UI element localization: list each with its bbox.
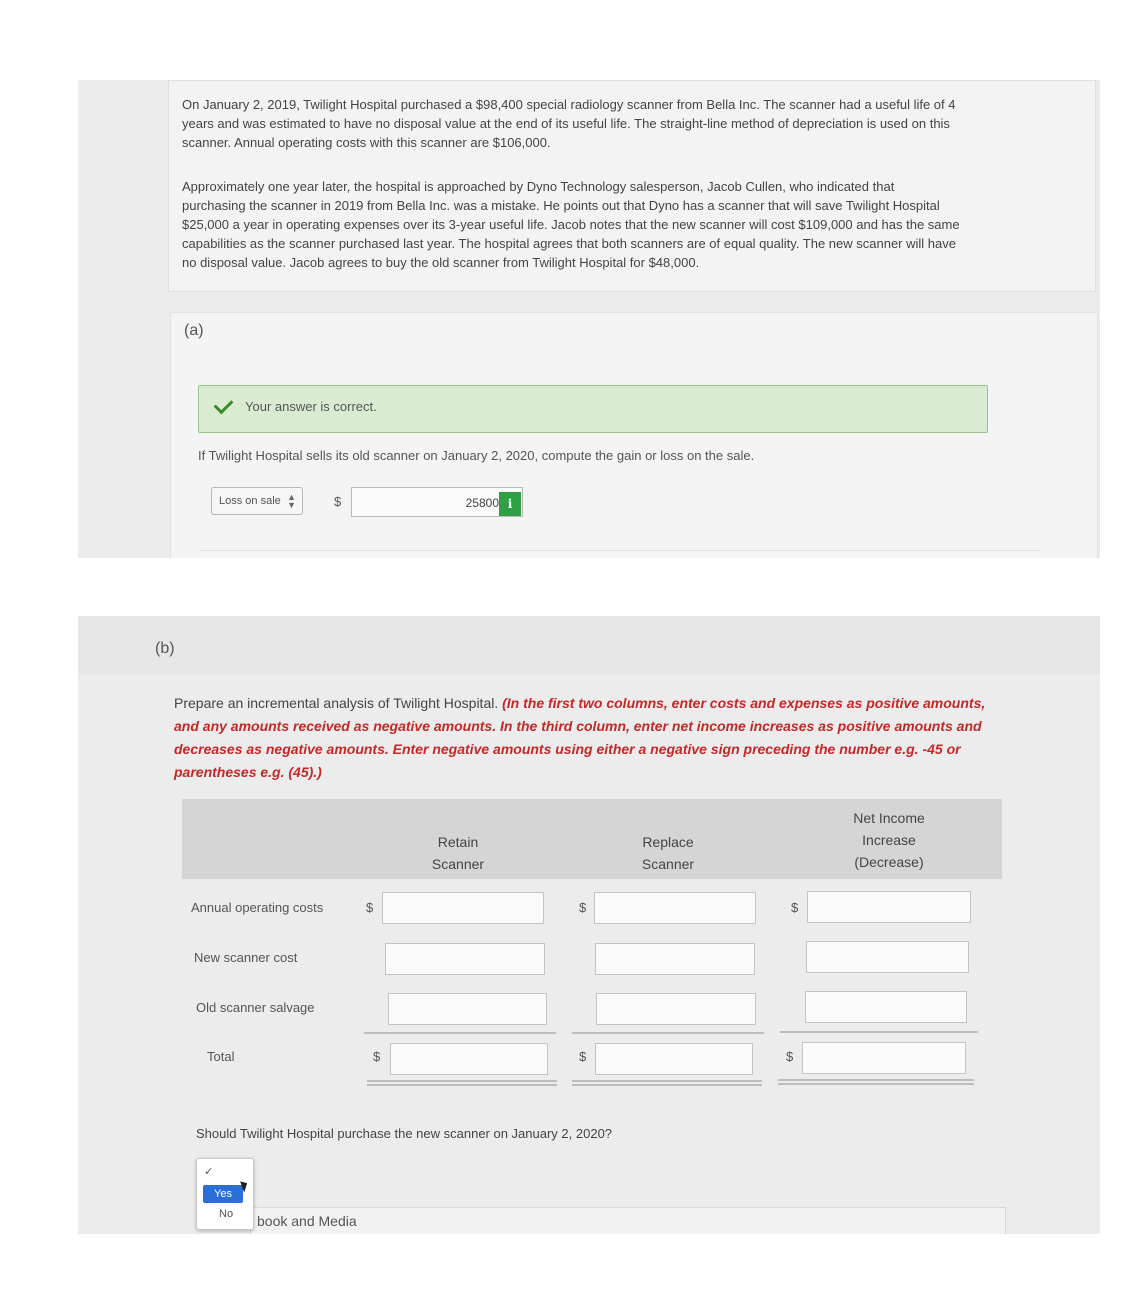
ebook-media-text: book and Media: [257, 1213, 357, 1229]
header-text: Increase: [862, 832, 916, 848]
problem-line: On January 2, 2019, Twilight Hospital purchased a $98,400 special radiology scanner from Bella Inc. The scanner had a useful life of 4: [182, 97, 956, 112]
checkmark-icon: [214, 395, 234, 415]
header-replace-scanner: [618, 831, 718, 875]
part-b-question: Should Twilight Hospital purchase the new scanner on January 2, 2020?: [196, 1126, 613, 1141]
part-a-question: If Twilight Hospital sells its old scanner on January 2, 2020, compute the gain or loss on the sale.: [198, 448, 755, 463]
problem-paragraph-2: [182, 177, 1062, 272]
currency-symbol: $: [579, 900, 587, 915]
replace-old-salvage-input[interactable]: [596, 993, 756, 1025]
total-double-rule: [778, 1079, 974, 1081]
gain-loss-select[interactable]: [211, 487, 303, 515]
net-annual-costs-input[interactable]: [807, 891, 971, 923]
currency-symbol: $: [786, 1049, 794, 1064]
row-label-new-scanner-cost: New scanner cost: [194, 950, 298, 965]
header-text: Retain: [437, 834, 479, 850]
problem-line: Approximately one year later, the hospital is approached by Dyno Technology salesperson, Jacob Cullen, who indicated that: [182, 179, 895, 194]
retain-new-cost-input[interactable]: [385, 943, 545, 975]
part-a-section: [170, 312, 1098, 558]
part-b-label: (b): [155, 640, 175, 657]
currency-symbol: $: [373, 1049, 381, 1064]
dropdown-option-no[interactable]: No: [219, 1208, 234, 1220]
instruction-red-text: decreases as negative amounts. Enter negative amounts using either a negative sign preceding the number e.g. -45 or: [174, 741, 961, 757]
net-total-input[interactable]: [802, 1042, 966, 1074]
currency-symbol: $: [579, 1049, 587, 1064]
problem-line: no disposal value. Jacob agrees to buy the old scanner from Twilight Hospital for $48,000.: [182, 255, 700, 270]
problem-line: years and was estimated to have no disposal value at the end of its useful life. The straight-line method of depreciation is used on this: [182, 116, 950, 131]
total-double-rule: [367, 1080, 557, 1082]
dropdown-option-yes[interactable]: Yes: [203, 1185, 243, 1203]
replace-total-input[interactable]: [595, 1043, 753, 1075]
problem-line: scanner. Annual operating costs with this scanner are $106,000.: [182, 135, 551, 150]
problem-line: capabilities as the scanner purchased last year. The hospital agrees that both scanners are of equal quality. The new scanner will have: [182, 236, 956, 251]
retain-old-salvage-input[interactable]: [388, 993, 547, 1025]
retain-annual-costs-input[interactable]: [382, 892, 544, 924]
total-double-rule: [778, 1083, 974, 1085]
row-label-total: Total: [207, 1049, 235, 1064]
feedback-text: Your answer is correct.: [245, 399, 377, 414]
header-retain-scanner: [408, 831, 508, 875]
currency-symbol: $: [791, 900, 799, 915]
part-b-instructions: [174, 692, 1044, 784]
net-old-salvage-input[interactable]: [805, 991, 967, 1023]
row-label-old-scanner-salvage: Old scanner salvage: [196, 1000, 315, 1015]
subtotal-rule: [572, 1032, 764, 1034]
problem-statement: [168, 80, 1096, 292]
header-text: Replace: [642, 834, 694, 850]
correct-feedback-banner: [198, 385, 988, 433]
total-double-rule: [572, 1084, 762, 1086]
subtotal-rule: [364, 1032, 556, 1034]
gain-loss-amount-value: 25800: [465, 496, 499, 510]
currency-symbol: $: [366, 900, 374, 915]
instruction-text: Prepare an incremental analysis of Twilight Hospital.: [174, 695, 503, 711]
part-a-label: (a): [184, 322, 204, 339]
instruction-red-text: and any amounts received as negative amounts. In the third column, enter net income increases as positive amounts and: [174, 718, 982, 734]
instruction-red-text: (In the first two columns, enter costs and expenses as positive amounts,: [502, 695, 986, 711]
info-icon[interactable]: i: [499, 492, 521, 516]
currency-symbol: $: [334, 494, 342, 509]
subtotal-rule: [780, 1031, 978, 1033]
gain-loss-select-value: Loss on sale: [219, 495, 281, 507]
problem-paragraph-1: [182, 95, 1062, 152]
select-arrows-icon: ▲ ▼: [287, 492, 296, 510]
header-net-income: [834, 807, 944, 873]
problem-line: purchasing the scanner in 2019 from Bella Inc. was a mistake. He points out that Dyno has a scanner that will save Twilight Hospital: [182, 198, 940, 213]
replace-annual-costs-input[interactable]: [594, 892, 756, 924]
header-text: Scanner: [641, 856, 695, 872]
total-double-rule: [572, 1080, 762, 1082]
replace-new-cost-input[interactable]: [595, 943, 755, 975]
next-section-stub: [200, 550, 1040, 558]
problem-line: $25,000 a year in operating expenses over its 3-year useful life. Jacob notes that the new scanner will cost $109,000 and has the same: [182, 217, 960, 232]
gain-loss-amount-input[interactable]: [351, 487, 523, 517]
part-b-header-strip: [78, 616, 1100, 674]
purchase-decision-dropdown[interactable]: [196, 1158, 254, 1230]
header-text: Scanner: [431, 856, 485, 872]
checkmark-icon: ✓: [204, 1166, 214, 1178]
retain-total-input[interactable]: [390, 1043, 548, 1075]
screen-panel-top: [78, 80, 1100, 558]
screen-panel-bottom: [78, 616, 1100, 1234]
header-text: (Decrease): [854, 854, 924, 870]
net-new-cost-input[interactable]: [806, 941, 969, 973]
instruction-red-text: parentheses e.g. (45).): [174, 764, 322, 780]
total-double-rule: [367, 1084, 557, 1086]
analysis-table-header: [182, 799, 1002, 879]
header-text: Net Income: [853, 810, 925, 826]
row-label-annual-operating-costs: Annual operating costs: [191, 900, 324, 915]
ebook-media-bar[interactable]: [250, 1207, 1006, 1234]
